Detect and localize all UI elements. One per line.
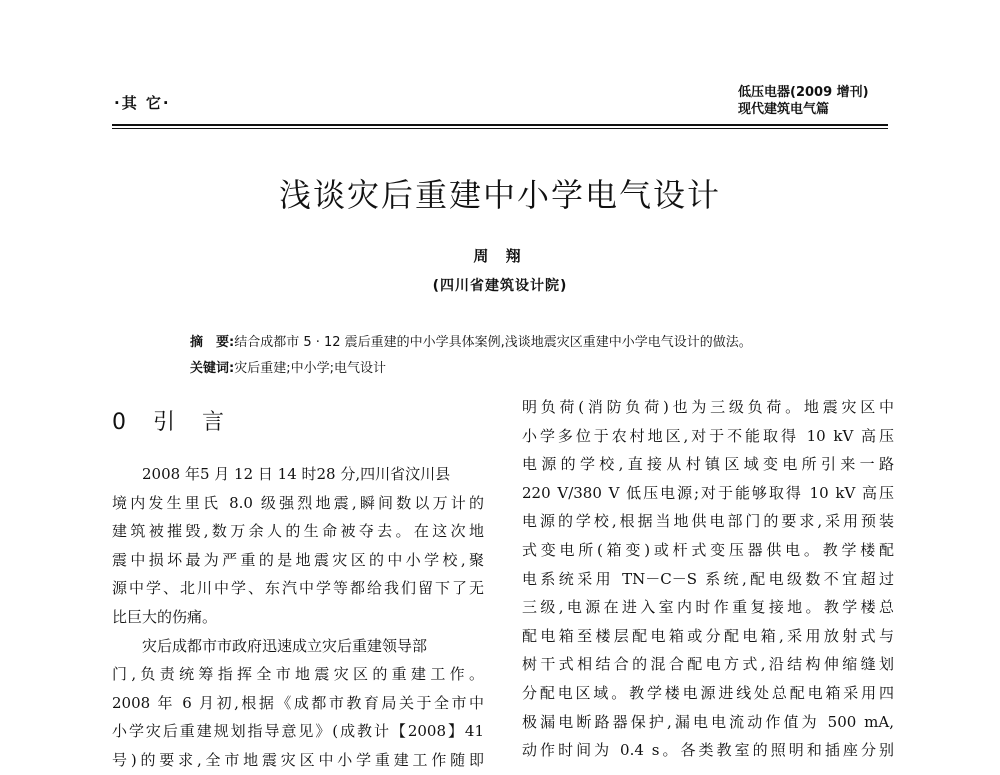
abstract bbox=[190, 331, 890, 350]
text-line: 小学多位于农村地区,对于不能取得 10 kV 高压 bbox=[522, 426, 894, 445]
text-line: 比巨大的伤痛。 bbox=[112, 607, 218, 626]
text-line: 灾后成都市市政府迅速成立灾后重建领导部 bbox=[142, 636, 428, 655]
text-line: 境内发生里氏 8.0 级强烈地震,瞬间数以万计的 bbox=[112, 493, 484, 512]
right-column bbox=[522, 393, 894, 765]
keywords-text: 灾后重建;中小学;电气设计 bbox=[234, 361, 386, 376]
journal-info bbox=[738, 84, 938, 118]
text-line: 式变电所(箱变)或杆式变压器供电。教学楼配 bbox=[522, 540, 894, 559]
text-line: 分配电区域。教学楼电源进线处总配电箱采用四 bbox=[522, 683, 894, 702]
text-line: 220 V/380 V 低压电源;对于能够取得 10 kV 高压 bbox=[522, 483, 894, 502]
text-line: 源中学、北川中学、东汽中学等都给我们留下了无 bbox=[112, 579, 484, 598]
article-title: 浅谈灾后重建中小学电气设计 bbox=[278, 176, 721, 214]
text-line: 三级,电源在进入室内时作重复接地。教学楼总 bbox=[522, 598, 894, 617]
abstract-text: 结合成都市 5 · 12 震后重建的中小学具体案例,浅谈地震灾区重建中小学电气设计的做法。 bbox=[234, 335, 752, 350]
header-rule-thin bbox=[112, 128, 888, 129]
text-line: 电源的学校,根据当地供电部门的要求,采用预装 bbox=[522, 512, 894, 531]
journal-line-2: 现代建筑电气篇 bbox=[738, 102, 830, 117]
text-line: 震中损坏最为严重的是地震灾区的中小学校,聚 bbox=[112, 550, 484, 569]
left-column bbox=[112, 460, 484, 775]
keywords-label: 关键词: bbox=[190, 361, 235, 376]
text-line: 2008 年5 月 12 日 14 时28 分,四川省汶川县 bbox=[142, 465, 451, 483]
text-line: 建筑被摧毁,数万余人的生命被夺去。在这次地 bbox=[112, 522, 484, 541]
article-affiliation: (四川省建筑设计院) bbox=[432, 278, 568, 294]
text-line: 小学灾后重建规划指导意见》(成教计【2008】41 bbox=[112, 722, 484, 741]
journal-line-1: 低压电器(2009 增刊) bbox=[738, 85, 869, 100]
text-line: 动作时间为 0.4 s。各类教室的照明和插座分别 bbox=[522, 741, 894, 760]
text-line: 号)的要求,全市地震灾区中小学重建工作随即 bbox=[112, 750, 484, 769]
text-line: 门,负责统筹指挥全市地震灾区的重建工作。 bbox=[112, 665, 484, 684]
text-line: 配电箱至楼层配电箱或分配电箱,采用放射式与 bbox=[522, 626, 894, 645]
text-line: 树干式相结合的混合配电方式,沿结构伸缩缝划 bbox=[522, 655, 894, 674]
section-label: ·其 它· bbox=[114, 94, 171, 112]
keywords bbox=[190, 357, 890, 376]
text-line: 电源的学校,直接从村镇区域变电所引来一路 bbox=[522, 455, 894, 474]
section-heading: 0 引 言 bbox=[112, 410, 234, 435]
text-line: 极漏电断路器保护,漏电电流动作值为 500 mA, bbox=[522, 712, 894, 731]
text-line: 明负荷(消防负荷)也为三级负荷。地震灾区中 bbox=[522, 398, 894, 416]
text-line: 电系统采用 TN－C－S 系统,配电级数不宜超过 bbox=[522, 569, 894, 588]
text-line: 2008 年 6 月初,根据《成都市教育局关于全市中 bbox=[112, 693, 484, 712]
article-author: 周 翔 bbox=[473, 247, 527, 265]
abstract-label: 摘 要: bbox=[190, 335, 235, 350]
header-rule-thick bbox=[112, 124, 888, 126]
